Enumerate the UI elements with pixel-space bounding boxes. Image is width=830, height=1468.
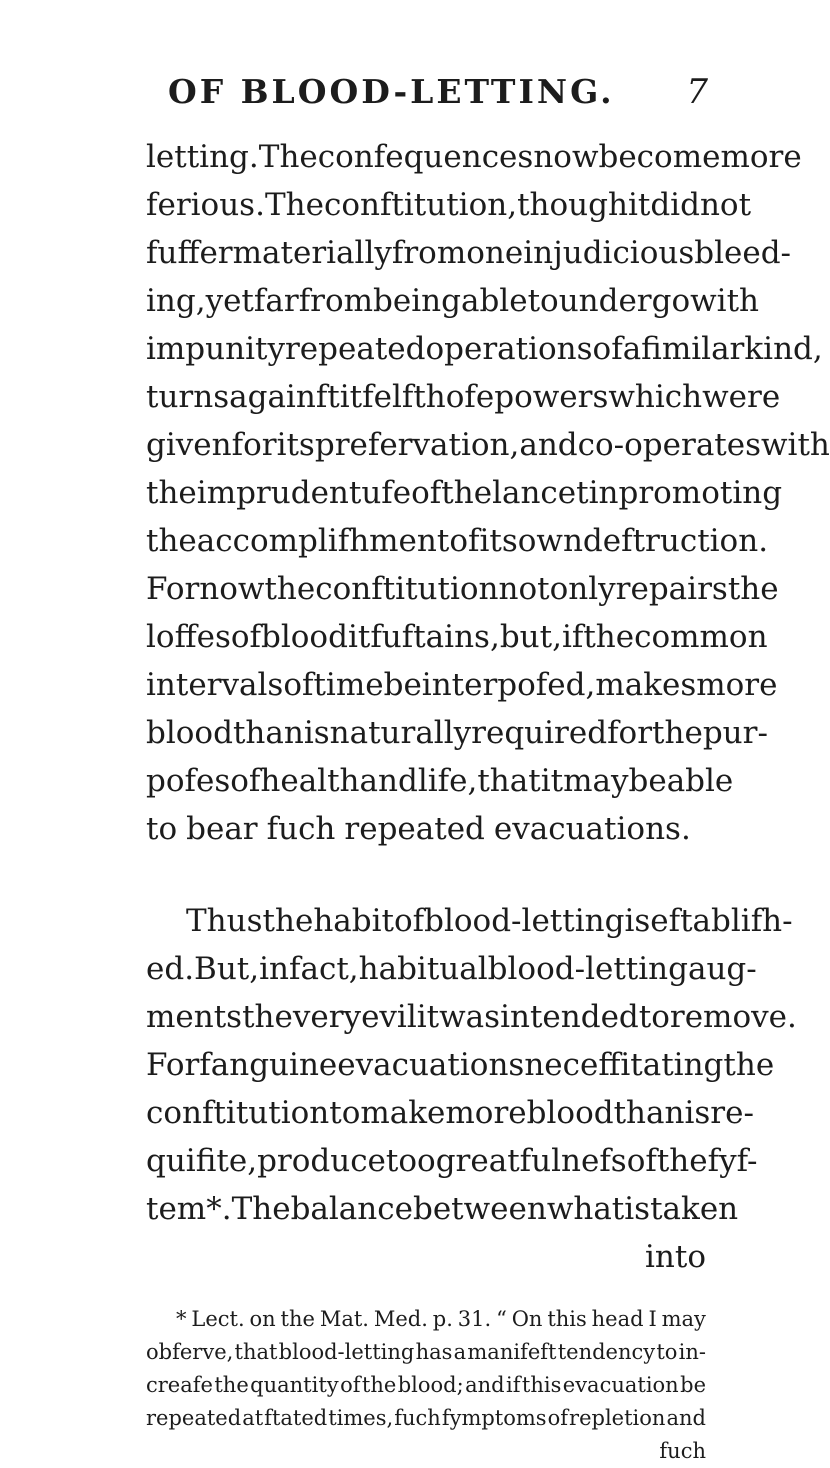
main-text <box>146 133 830 1468</box>
text-line: For fanguine evacuations neceffitating the <box>146 1047 775 1083</box>
footnote-line: obferve, that blood-letting has a manifeft tendency to in- <box>146 1340 706 1364</box>
text-line: letting. The confequences now become more <box>146 139 802 175</box>
footnote-line: repeated at ftated times, fuch fymptoms of repletion and <box>146 1406 706 1430</box>
text-line: given for its prefervation, and co-operates with <box>146 427 830 463</box>
text-line: impunity repeated operations of a fimilar kind, <box>146 331 823 367</box>
page-header <box>168 72 708 122</box>
text-line: ments the very evil it was intended to remove. <box>146 999 797 1035</box>
text-line: conftitution to make more blood than is re- <box>146 1095 754 1131</box>
text-line: the imprudent ufe of the lancet in promoting <box>146 475 783 511</box>
text-line: blood than is naturally required for the pur- <box>146 715 768 751</box>
text-line: ed. But, in fact, habitual blood-letting aug- <box>146 951 757 987</box>
page-number: 7 <box>686 72 708 112</box>
text-line: intervals of time be interpofed, makes more <box>146 667 778 703</box>
text-line: quifite, produce too great fulnefs of the fyf- <box>146 1143 758 1179</box>
footnote-catchword: fuch <box>659 1439 706 1463</box>
footnote <box>146 1303 706 1468</box>
text-line: For now the conftitution not only repairs the <box>146 571 779 607</box>
text-line: fuffer materially from one injudicious bleed- <box>146 235 792 271</box>
footnote-line: * Lect. on the Mat. Med. p. 31. “ On this head I may <box>176 1307 706 1331</box>
text-line: tem *. The balance between what is taken <box>146 1191 739 1227</box>
text-line: ing, yet far from being able to undergo with <box>146 283 760 319</box>
running-head: OF BLOOD-LETTING. <box>168 72 615 111</box>
paragraphs <box>146 133 830 1233</box>
text-line: Thus the habit of blood-letting is eftablifh- <box>186 903 793 939</box>
text-line: loffes of blood it fuftains, but, if the common <box>146 619 768 655</box>
text-line: pofes of health and life, that it may be able <box>146 763 734 799</box>
paragraph-gap <box>146 853 706 897</box>
footnote-line: creafe the quantity of the blood; and if this evacuation be <box>146 1373 706 1397</box>
text-line: ferious. The conftitution, though it did not <box>146 187 752 223</box>
catchword: into <box>644 1239 706 1275</box>
text-line: turns againft itfelf thofe powers which were <box>146 379 781 415</box>
text-line: the accomplifhment of its own deftruction. <box>146 523 769 559</box>
footnote-lines <box>146 1303 706 1435</box>
text-line: to bear fuch repeated evacuations. <box>146 811 691 847</box>
